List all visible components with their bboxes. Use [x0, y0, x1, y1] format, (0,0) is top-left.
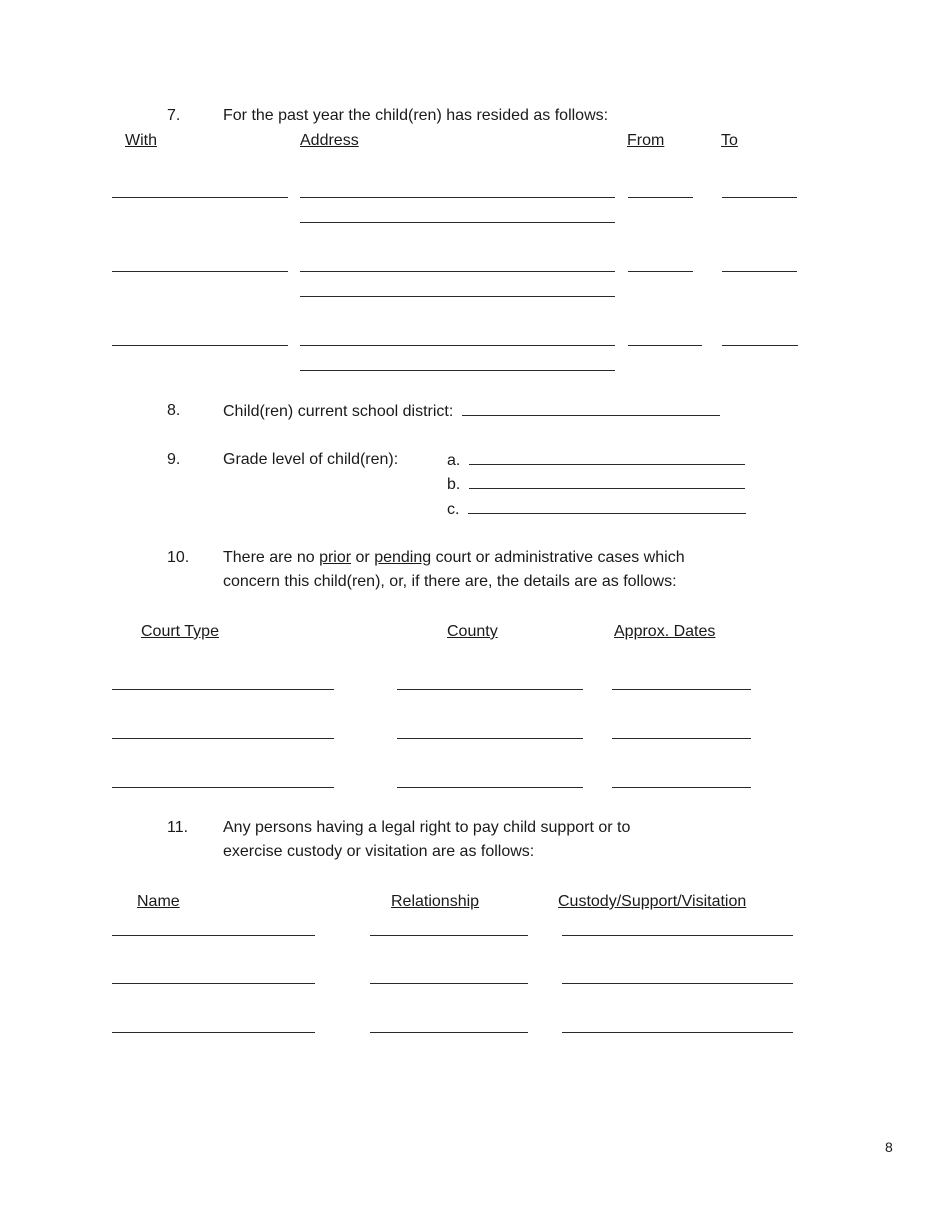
header-address: Address — [300, 132, 359, 149]
person-1-name-blank[interactable] — [112, 935, 315, 936]
page-number: 8 — [885, 1139, 893, 1155]
grade-a-blank[interactable] — [469, 451, 745, 465]
grade-c-label: c. — [447, 501, 460, 518]
item-11-number: 11. — [167, 819, 189, 836]
case-3-dates-blank[interactable] — [612, 787, 751, 788]
person-3-relationship-blank[interactable] — [370, 1032, 528, 1033]
header-county: County — [447, 623, 498, 640]
pending-word: pending — [374, 549, 432, 566]
residence-1-address-blank[interactable] — [300, 197, 615, 198]
item-10-line2: concern this child(ren), or, if there are, the details are as follows: — [223, 573, 677, 590]
case-2-county-blank[interactable] — [397, 738, 583, 739]
grade-b-label: b. — [447, 476, 461, 493]
residence-1-from-blank[interactable] — [628, 197, 693, 198]
person-3-custody-blank[interactable] — [562, 1032, 793, 1033]
item-8-number: 8. — [167, 402, 181, 419]
person-1-custody-blank[interactable] — [562, 935, 793, 936]
item-9-number: 9. — [167, 451, 181, 468]
item-10-text-before: There are no — [223, 549, 320, 566]
header-from: From — [627, 132, 665, 149]
grade-c-row — [447, 500, 746, 519]
item-11-line1: Any persons having a legal right to pay child support or to — [223, 819, 631, 836]
header-court-type: Court Type — [141, 623, 219, 640]
item-7-number: 7. — [167, 107, 181, 124]
item-10-text-after: court or administrative cases which — [431, 549, 685, 566]
case-3-county-blank[interactable] — [397, 787, 583, 788]
header-custody-support-visitation: Custody/Support/Visitation — [558, 893, 747, 910]
item-10-number: 10. — [167, 549, 190, 566]
item-8-label — [223, 402, 720, 421]
header-approx-dates: Approx. Dates — [614, 623, 716, 640]
residence-3-from-blank[interactable] — [628, 345, 702, 346]
school-district-label: Child(ren) current school district: — [223, 403, 454, 420]
residence-2-to-blank[interactable] — [722, 271, 797, 272]
residence-1-address-line2-blank[interactable] — [300, 222, 615, 223]
residence-2-address-line2-blank[interactable] — [300, 296, 615, 297]
case-1-court-type-blank[interactable] — [112, 689, 334, 690]
header-relationship: Relationship — [391, 893, 480, 910]
item-7-text: For the past year the child(ren) has resided as follows: — [223, 107, 609, 124]
item-10-line1 — [223, 549, 685, 567]
prior-word: prior — [319, 549, 352, 566]
item-9-label: Grade level of child(ren): — [223, 451, 399, 468]
person-1-relationship-blank[interactable] — [370, 935, 528, 936]
case-3-court-type-blank[interactable] — [112, 787, 334, 788]
case-2-dates-blank[interactable] — [612, 738, 751, 739]
person-2-relationship-blank[interactable] — [370, 983, 528, 984]
person-3-name-blank[interactable] — [112, 1032, 315, 1033]
person-2-custody-blank[interactable] — [562, 983, 793, 984]
header-name: Name — [137, 893, 180, 910]
residence-2-address-blank[interactable] — [300, 271, 615, 272]
item-11-line2: exercise custody or visitation are as follows: — [223, 843, 535, 860]
residence-3-address-line2-blank[interactable] — [300, 370, 615, 371]
residence-2-with-blank[interactable] — [112, 271, 288, 272]
grade-b-row — [447, 475, 745, 494]
school-district-blank[interactable] — [462, 402, 720, 416]
residence-3-address-blank[interactable] — [300, 345, 615, 346]
case-2-court-type-blank[interactable] — [112, 738, 334, 739]
residence-3-to-blank[interactable] — [722, 345, 798, 346]
residence-2-from-blank[interactable] — [628, 271, 693, 272]
residence-1-to-blank[interactable] — [722, 197, 797, 198]
case-1-dates-blank[interactable] — [612, 689, 751, 690]
person-2-name-blank[interactable] — [112, 983, 315, 984]
grade-a-label: a. — [447, 452, 461, 469]
header-with: With — [125, 132, 157, 149]
grade-a-row — [447, 451, 745, 470]
case-1-county-blank[interactable] — [397, 689, 583, 690]
residence-1-with-blank[interactable] — [112, 197, 288, 198]
grade-c-blank[interactable] — [468, 500, 746, 514]
item-10-or: or — [351, 549, 375, 566]
grade-b-blank[interactable] — [469, 475, 745, 489]
residence-3-with-blank[interactable] — [112, 345, 288, 346]
header-to: To — [721, 132, 738, 149]
